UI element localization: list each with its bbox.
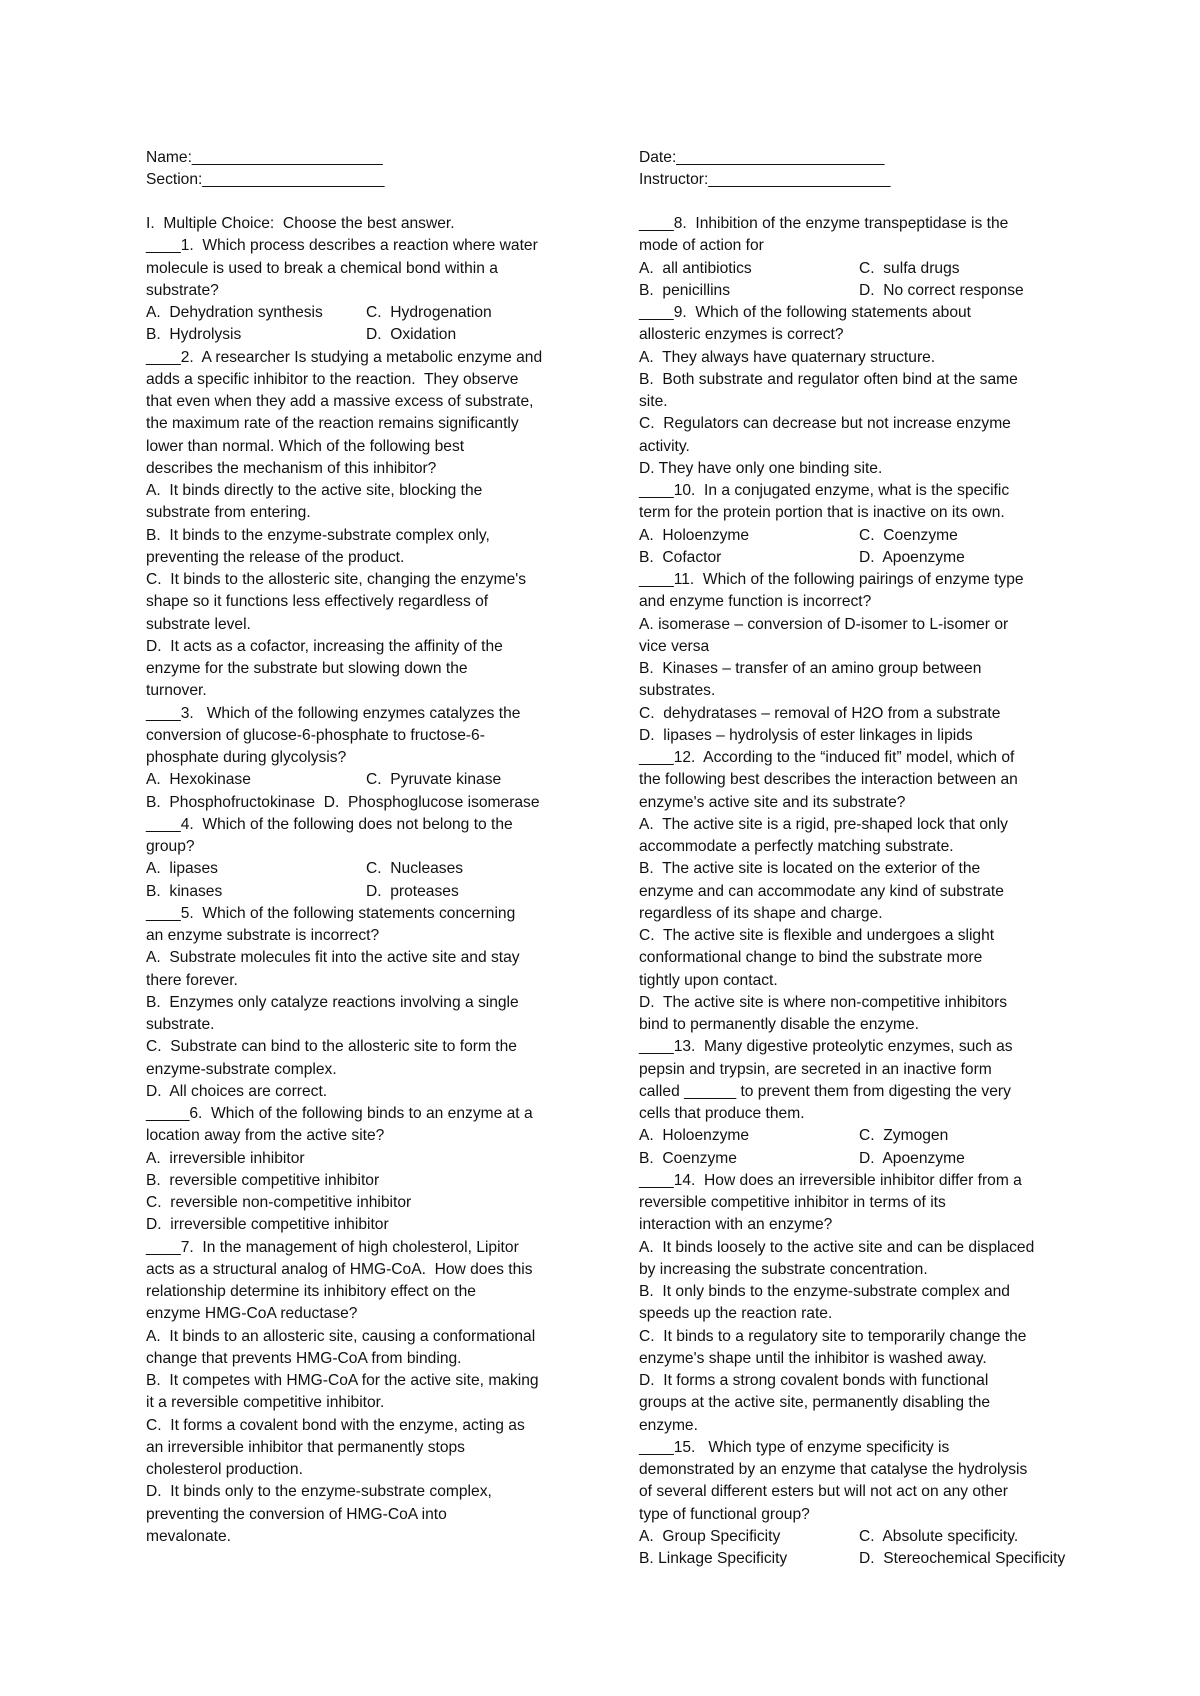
question-text: mode of action for xyxy=(639,237,764,255)
question-text: ____4. Which of the following does not belong to the xyxy=(146,815,513,833)
question-text: enzyme and can accommodate any kind of substrate xyxy=(639,882,1004,900)
question-text: D. It binds only to the enzyme-substrate complex, xyxy=(146,1483,492,1501)
question-text: C. Absolute specificity. xyxy=(859,1527,1019,1545)
question-text: B. penicillins xyxy=(639,281,731,299)
question-text: adds a specific inhibitor to the reaction. They observe xyxy=(146,370,519,388)
question-text: A. It binds to an allosteric site, causing a conformational xyxy=(146,1327,536,1345)
question-text: cholesterol production. xyxy=(146,1461,303,1478)
question-text: ____15. Which type of enzyme specificity is xyxy=(639,1438,950,1456)
question-text: site. xyxy=(639,393,668,410)
question-text: C. Regulators can decrease but not increase enzyme xyxy=(639,415,1011,433)
question-text: A. all antibiotics xyxy=(639,259,752,277)
question-text: phosphate during glycolysis? xyxy=(146,749,347,766)
question-text: it a reversible competitive inhibitor. xyxy=(146,1394,385,1412)
question-text: that even when they add a massive excess of substrate, xyxy=(146,393,534,410)
question-text: D. It forms a strong covalent bonds with functional xyxy=(639,1372,989,1389)
question-text: substrate from entering. xyxy=(146,504,311,522)
question-text: B. Coenzyme xyxy=(639,1149,737,1167)
question-text: an irreversible inhibitor that permanently stops xyxy=(146,1438,465,1456)
question-text: an enzyme substrate is incorrect? xyxy=(146,927,380,944)
question-text: ____10. In a conjugated enzyme, what is the specific xyxy=(639,482,1010,499)
question-text: ____1. Which process describes a reaction where water xyxy=(146,237,538,255)
question-text: tightly upon contact. xyxy=(639,971,778,989)
question-text: C. sulfa drugs xyxy=(859,259,960,277)
question-text: group? xyxy=(146,838,195,855)
question-text: pepsin and trypsin, are secreted in an inactive form xyxy=(639,1060,992,1078)
question-text: ____11. Which of the following pairings of enzyme type xyxy=(639,571,1024,588)
question-text: describes the mechanism of this inhibitor? xyxy=(146,459,437,477)
question-text: C. Pyruvate kinase xyxy=(366,771,502,789)
name-field: Name:______________________ xyxy=(146,149,383,166)
question-text: B. Kinases – transfer of an amino group between xyxy=(639,660,982,677)
question-text: and enzyme function is incorrect? xyxy=(639,593,872,611)
question-text: reversible competitive inhibitor in terms of its xyxy=(639,1194,946,1211)
question-text: turnover. xyxy=(146,682,207,700)
question-text: A. It binds directly to the active site, blocking the xyxy=(146,482,483,499)
question-text: preventing the conversion of HMG-CoA into xyxy=(146,1505,447,1523)
question-text: A. Dehydration synthesis xyxy=(146,304,323,321)
question-text: A. isomerase – conversion of D-isomer to L-isomer or xyxy=(639,615,1009,633)
question-text: B. Phosphofructokinase D. Phosphoglucose isomerase xyxy=(146,793,540,811)
question-text: C. Hydrogenation xyxy=(366,304,492,321)
question-text: A. Holoenzyme xyxy=(639,1127,750,1145)
question-text: D. Stereochemical Specificity xyxy=(859,1550,1066,1567)
question-text: ____8. Inhibition of the enzyme transpeptidase is the xyxy=(639,215,1009,232)
question-text: mevalonate. xyxy=(146,1527,231,1545)
question-text: C. It binds to a regulatory site to temporarily change the xyxy=(639,1327,1027,1345)
question-text: C. Coenzyme xyxy=(859,526,958,544)
question-text: C. reversible non-competitive inhibitor xyxy=(146,1194,412,1211)
question-text: lower than normal. Which of the following best xyxy=(146,437,465,455)
question-text: B. It competes with HMG-CoA for the active site, making xyxy=(146,1372,539,1389)
question-text: C. It forms a covalent bond with the enzyme, acting as xyxy=(146,1416,525,1434)
question-text: D. The active site is where non-competitive inhibitors xyxy=(639,993,1008,1011)
question-text: conversion of glucose-6-phosphate to fructose-6- xyxy=(146,726,485,744)
question-text: relationship determine its inhibitory effect on the xyxy=(146,1283,476,1300)
question-text: ____9. Which of the following statements about xyxy=(639,304,971,321)
question-text: ____7. In the management of high cholesterol, Lipitor xyxy=(146,1238,519,1256)
question-text: A. The active site is a rigid, pre-shaped lock that only xyxy=(639,815,1008,833)
question-text: ____12. According to the “induced fit” model, which of xyxy=(639,749,1015,766)
question-text: ____3. Which of the following enzymes catalyzes the xyxy=(146,704,521,722)
question-text: speeds up the reaction rate. xyxy=(639,1305,833,1323)
question-text: B. Hydrolysis xyxy=(146,326,242,344)
question-text: ____13. Many digestive proteolytic enzymes, such as xyxy=(639,1038,1013,1056)
question-text: D. irreversible competitive inhibitor xyxy=(146,1216,389,1234)
question-text: enzyme. xyxy=(639,1416,698,1434)
question-text: acts as a structural analog of HMG-CoA. How does this xyxy=(146,1260,533,1278)
question-text: A. irreversible inhibitor xyxy=(146,1149,305,1167)
question-text: B. It only binds to the enzyme-substrate complex and xyxy=(639,1283,1010,1300)
question-text: C. Zymogen xyxy=(859,1127,949,1145)
question-text: substrate? xyxy=(146,281,219,299)
question-text: type of functional group? xyxy=(639,1505,810,1523)
question-text: C. Substrate can bind to the allosteric site to form the xyxy=(146,1038,517,1056)
question-text: D. No correct response xyxy=(859,281,1024,299)
question-text: A. lipases xyxy=(146,860,218,878)
question-text: D. It acts as a cofactor, increasing the affinity of the xyxy=(146,637,503,655)
question-text: D. lipases – hydrolysis of ester linkages in lipids xyxy=(639,726,973,744)
question-text: B. Both substrate and regulator often bind at the same xyxy=(639,370,1018,388)
question-text: there forever. xyxy=(146,971,238,989)
question-text: B. Linkage Specificity xyxy=(639,1550,788,1567)
question-text: B. The active site is located on the exterior of the xyxy=(639,860,981,878)
question-text: substrate level. xyxy=(146,615,251,633)
question-text: D. All choices are correct. xyxy=(146,1082,328,1100)
question-text: C. It binds to the allosteric site, changing the enzyme's xyxy=(146,571,527,588)
question-text: vice versa xyxy=(639,637,710,655)
section-field: Section:_____________________ xyxy=(146,171,385,188)
question-text: preventing the release of the product. xyxy=(146,548,405,566)
question-text: _____6. Which of the following binds to an enzyme at a xyxy=(146,1105,533,1122)
question-text: substrate. xyxy=(146,1016,215,1033)
instructor-field: Instructor:_____________________ xyxy=(639,171,891,188)
question-text: accommodate a perfectly matching substrate. xyxy=(639,838,954,855)
question-text: A. Substrate molecules fit into the active site and stay xyxy=(146,949,520,967)
question-text: A. Hexokinase xyxy=(146,771,251,789)
question-text: C. dehydratases – removal of H2O from a substrate xyxy=(639,704,1001,722)
question-text: the following best describes the interaction between an xyxy=(639,771,1018,789)
question-text: activity. xyxy=(639,437,690,455)
question-text: bind to permanently disable the enzyme. xyxy=(639,1016,919,1033)
question-text: enzyme HMG-CoA reductase? xyxy=(146,1305,358,1323)
question-text: ____5. Which of the following statements concerning xyxy=(146,904,516,922)
question-text: called ______ to prevent them from digesting the very xyxy=(639,1082,1011,1100)
question-text: C. Nucleases xyxy=(366,860,464,878)
question-text: ____2. A researcher Is studying a metabolic enzyme and xyxy=(146,348,543,366)
question-text: term for the protein portion that is inactive on its own. xyxy=(639,504,1005,522)
question-text: C. The active site is flexible and undergoes a slight xyxy=(639,927,995,944)
question-text: A. Group Specificity xyxy=(639,1527,781,1545)
question-text: cells that produce them. xyxy=(639,1105,805,1122)
question-text: A. They always have quaternary structure. xyxy=(639,348,936,366)
question-text: ____14. How does an irreversible inhibitor differ from a xyxy=(639,1171,1022,1189)
question-text: D. They have only one binding site. xyxy=(639,459,883,477)
question-text: conformational change to bind the substrate more xyxy=(639,949,983,967)
question-text: shape so it functions less effectively regardless of xyxy=(146,593,489,611)
question-text: D. Apoenzyme xyxy=(859,548,965,566)
question-text: enzyme-substrate complex. xyxy=(146,1060,337,1078)
question-text: the maximum rate of the reaction remains significantly xyxy=(146,415,519,433)
question-text: location away from the active site? xyxy=(146,1127,385,1145)
question-text: B. kinases xyxy=(146,882,223,900)
question-text: enzyme's shape until the inhibitor is washed away. xyxy=(639,1349,987,1367)
question-text: molecule is used to break a chemical bond within a xyxy=(146,259,498,277)
question-text: D. Oxidation xyxy=(366,326,457,344)
question-text: D. Apoenzyme xyxy=(859,1149,965,1167)
question-text: regardless of its shape and charge. xyxy=(639,904,883,922)
question-text: groups at the active site, permanently disabling the xyxy=(639,1394,991,1412)
date-field: Date:________________________ xyxy=(639,149,885,166)
question-text: of several different esters but will not act on any other xyxy=(639,1483,1008,1501)
question-text: A. It binds loosely to the active site and can be displaced xyxy=(639,1238,1035,1256)
question-text: substrates. xyxy=(639,682,716,700)
question-text: demonstrated by an enzyme that catalyse the hydrolysis xyxy=(639,1461,1028,1478)
question-text: B. reversible competitive inhibitor xyxy=(146,1171,380,1189)
question-text: by increasing the substrate concentration. xyxy=(639,1260,928,1278)
question-text: D. proteases xyxy=(366,882,459,900)
question-text: I. Multiple Choice: Choose the best answer. xyxy=(146,215,455,232)
question-text: enzyme for the substrate but slowing down the xyxy=(146,660,468,677)
question-text: B. Enzymes only catalyze reactions involving a single xyxy=(146,993,519,1011)
question-text: A. Holoenzyme xyxy=(639,526,750,544)
question-text: B. It binds to the enzyme-substrate complex only, xyxy=(146,526,490,544)
question-text: allosteric enzymes is correct? xyxy=(639,326,844,344)
question-text: change that prevents HMG-CoA from binding. xyxy=(146,1349,462,1367)
question-text: interaction with an enzyme? xyxy=(639,1216,833,1234)
question-text: B. Cofactor xyxy=(639,548,722,566)
question-text: enzyme's active site and its substrate? xyxy=(639,793,906,811)
